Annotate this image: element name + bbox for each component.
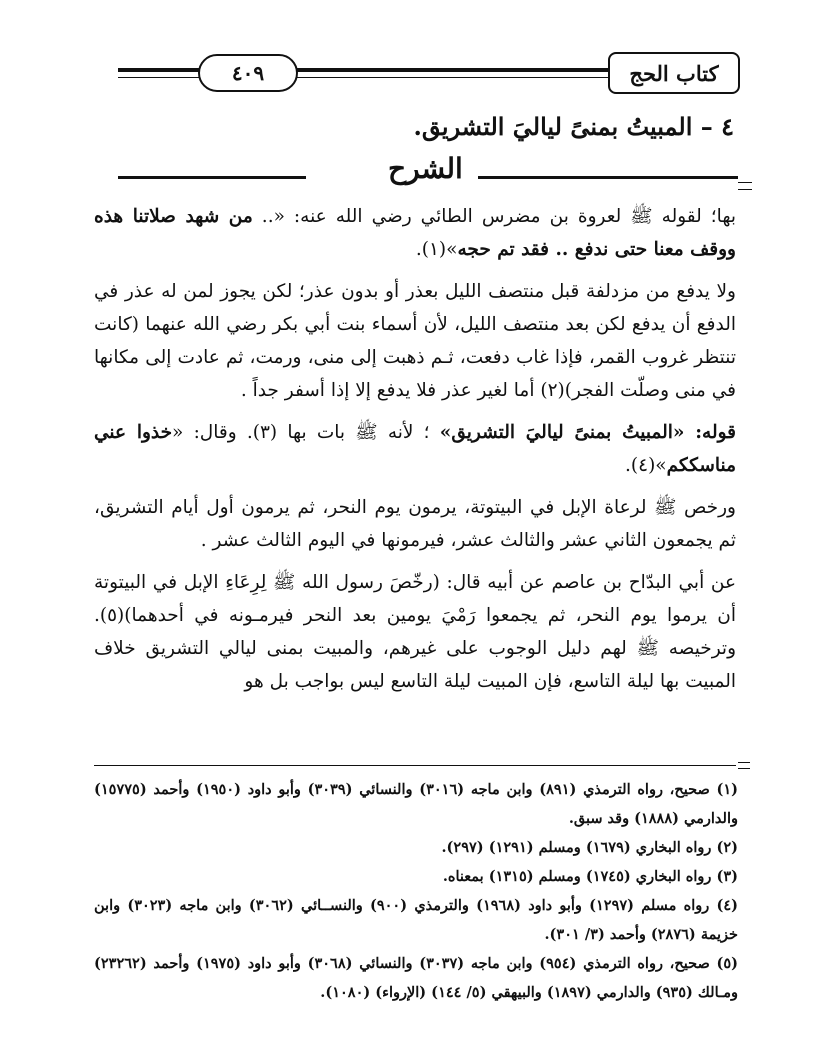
footnote-4: (٤) رواه مسلم (١٢٩٧) وأبو داود (١٩٦٨) والترمذي (٩٠٠) والنســائي (٣٠٦٢) وابن ماجه (٣٠٢٣) وابن خزيمة (٢٨٧٦) وأحمد (٣/ ٣٠١).	[94, 897, 738, 943]
hadith-quote: من شهد صلاتنا هذه ووقف معنا حتى ندفع .. فقد تم حجه	[94, 206, 736, 260]
paragraph-3	[94, 416, 736, 482]
section-heading: ٤ – المبيتُ بمنىً لياليَ التشريق.	[413, 112, 734, 141]
p3-mid: ؛ لأنه ﷺ بات بها (٣). وقال: «	[172, 422, 440, 443]
page-number: ٤٠٩	[198, 54, 298, 92]
footnote-divider	[94, 765, 736, 766]
commentary-title: الشرح	[388, 152, 463, 185]
p3-tail: »(٤).	[625, 455, 667, 476]
margin-mark	[738, 182, 752, 190]
p1-lead: بها؛ لقوله ﷺ لعروة بن مضرس الطائي رضي الله عنه: «..	[252, 206, 736, 227]
header-rule-thin	[118, 77, 638, 78]
title-rule-right	[478, 176, 738, 179]
paragraph-5: عن أبي البدّاح بن عاصم عن أبيه قال: (رخّصَ رسول الله ﷺ لِرِعَاءِ الإبل في البيتوتة أن يرموا يوم النحر، ثم يجمعوا رَمْيَ يومين بعد النحر فيرمـونه في أحدهما)(٥). وترخيصه ﷺ لهم دليل الوجوب على غيرهم، والمبيت بمنى ليالي التشريق خلاف المبيت بها ليلة التاسع، فإن المبيت ليلة التاسع ليس بواجب بل هو	[94, 572, 736, 692]
title-rule-left	[118, 176, 306, 179]
footnotes	[94, 775, 738, 1007]
paragraph-2: ولا يدفع من مزدلفة قبل منتصف الليل بعذر أو بدون عذر؛ لكن يجوز لمن له عذر في الدفع أن يدفع لكن بعد منتصف الليل، لأن أسماء بنت أبي بكر رضي الله عنهما (كانت تنتظر غروب القمر، فإذا غاب دفعت، ثـم ذهبت إلى منى، ورمت، ثم عادت إلى مكانها في منى وصلّت الفجر)(٢) أما لغير عذر فلا يدفع إلا إذا أسفر جداً .	[94, 281, 736, 401]
paragraph-4: ورخص ﷺ لرعاة الإبل في البيتوتة، يرمون يوم النحر، ثم يرمون أول أيام التشريق، ثم يجمعون الثاني عشر والثالث عشر، فيرمونها في اليوم الثالث عشر .	[94, 497, 736, 551]
paragraph-1	[94, 200, 736, 266]
footnote-1: (١) صحيح، رواه الترمذي (٨٩١) وابن ماجه (٣٠١٦) والنسائي (٣٠٣٩) وأبو داود (١٩٥٠) وأحمد (١٥٧٧٥) والدارمي (١٨٨٨) وقد سبق.	[94, 781, 738, 827]
footnote-5: (٥) صحيح، رواه الترمذي (٩٥٤) وابن ماجه (٣٠٣٧) والنسائي (٣٠٦٨) وأبو داود (١٩٧٥) وأحمد (٢٣٢٦٢) ومـالك (٩٣٥) والدارمي (١٨٩٧) والبيهقي (٥/ ١٤٤) (الإرواء) (١٠٨٠).	[94, 955, 738, 1001]
footnote-mark	[738, 762, 750, 769]
hadith-quote-2: خذوا عني مناسككم	[94, 422, 736, 476]
p1-tail: »(١).	[415, 239, 458, 260]
footnote-3: (٣) رواه البخاري (١٧٤٥) ومسلم (١٣١٥) بمعناه.	[442, 868, 738, 885]
page-header	[118, 48, 740, 96]
commentary-title-block	[118, 152, 738, 192]
matn-quote: قوله: «المبيتُ بمنىً لياليَ التشريق»	[439, 422, 736, 443]
header-rule	[118, 68, 638, 72]
footnote-2: (٢) رواه البخاري (١٦٧٩) ومسلم (١٢٩١) (٢٩٧).	[441, 839, 738, 856]
book-title: كتاب الحج	[608, 52, 740, 94]
body-text	[94, 200, 736, 707]
